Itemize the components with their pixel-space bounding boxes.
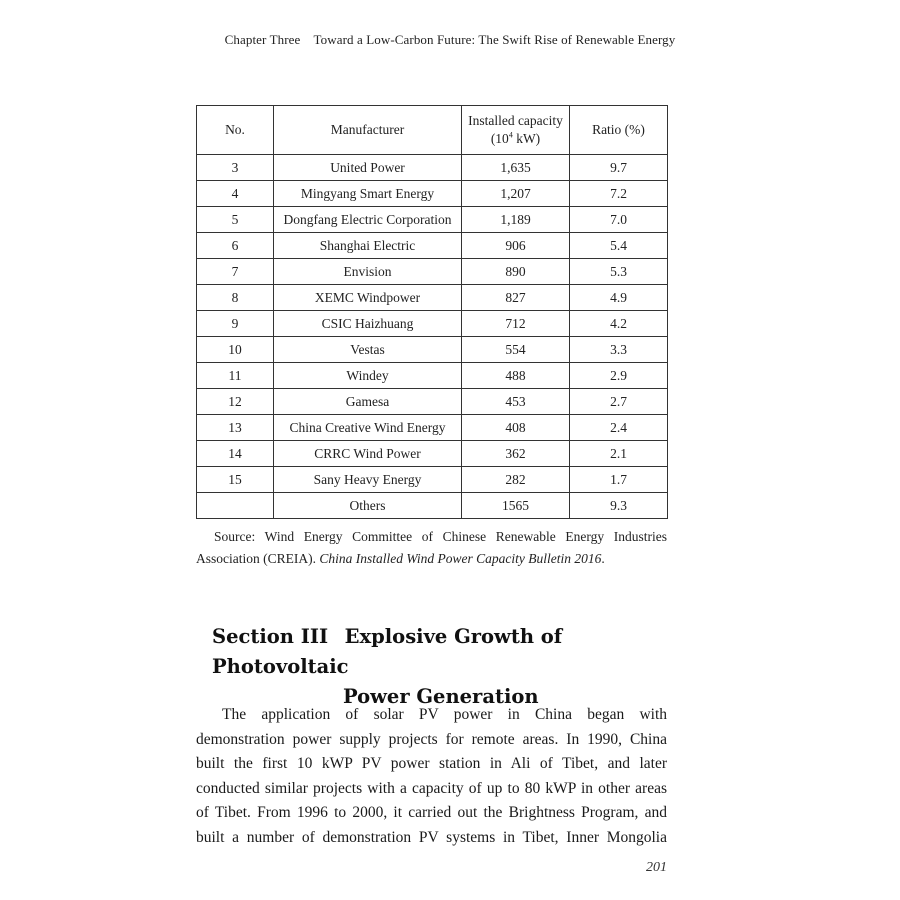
body-line: built the first 10 kWP PV power station in Ali of Tibet, and later [196, 755, 667, 772]
body-line: The application of solar PV power in China began with [222, 706, 667, 723]
cell-ratio: 1.7 [570, 467, 668, 493]
cell-ratio: 2.1 [570, 441, 668, 467]
cell-no: 11 [197, 363, 274, 389]
cell-no: 10 [197, 337, 274, 363]
running-head: Chapter Three Toward a Low-Carbon Future: The Swift Rise of Renewable Energy [224, 32, 676, 47]
cell-no: 12 [197, 389, 274, 415]
cell-manufacturer: Vestas [274, 337, 462, 363]
cell-capacity: 906 [462, 233, 570, 259]
source-line-2 [196, 548, 667, 570]
table-row [197, 441, 668, 467]
cell-capacity: 362 [462, 441, 570, 467]
cell-capacity: 1,635 [462, 155, 570, 181]
cell-ratio: 3.3 [570, 337, 668, 363]
table-row [197, 467, 668, 493]
cell-ratio: 2.7 [570, 389, 668, 415]
cell-no: 9 [197, 311, 274, 337]
section-heading-line-1: Section III Explosive Growth of Photovoltaic [212, 625, 563, 678]
cell-ratio: 5.4 [570, 233, 668, 259]
cell-manufacturer: Shanghai Electric [274, 233, 462, 259]
cell-no: 8 [197, 285, 274, 311]
cell-no [197, 493, 274, 519]
cell-manufacturer: CSIC Haizhuang [274, 311, 462, 337]
cell-ratio: 7.0 [570, 207, 668, 233]
cell-no: 4 [197, 181, 274, 207]
cell-capacity: 488 [462, 363, 570, 389]
body-line: demonstration power supply projects for remote areas. In 1990, China [196, 730, 667, 748]
table-header-row [197, 106, 668, 155]
header-no: No. [197, 106, 274, 155]
table-row [197, 285, 668, 311]
table-row [197, 493, 668, 519]
cell-ratio: 5.3 [570, 259, 668, 285]
body-paragraph [196, 703, 667, 850]
table-row [197, 233, 668, 259]
header-manufacturer: Manufacturer [274, 106, 462, 155]
table-row [197, 207, 668, 233]
header-ratio: Ratio (%) [570, 106, 668, 155]
table-source-note [196, 526, 667, 570]
source-end: . [601, 551, 605, 566]
source-line-1: Source: Wind Energy Committee of Chinese Renewable Energy Industries [214, 529, 667, 544]
cell-manufacturer: Sany Heavy Energy [274, 467, 462, 493]
cell-capacity: 1,189 [462, 207, 570, 233]
cell-capacity: 1,207 [462, 181, 570, 207]
cell-ratio: 9.7 [570, 155, 668, 181]
header-capacity [462, 106, 570, 155]
cell-manufacturer: CRRC Wind Power [274, 441, 462, 467]
cell-capacity: 890 [462, 259, 570, 285]
table-row [197, 363, 668, 389]
section-heading [196, 622, 667, 712]
source-org: Association (CREIA). [196, 551, 320, 566]
cell-manufacturer: Others [274, 493, 462, 519]
cell-manufacturer: Envision [274, 259, 462, 285]
body-line: built a number of demonstration PV systems in Tibet, Inner Mongolia [196, 828, 667, 846]
header-capacity-unit-exp: 4 [508, 130, 513, 140]
cell-capacity: 827 [462, 285, 570, 311]
body-line: conducted similar projects with a capacity of up to 80 kWP in other areas [196, 779, 667, 797]
cell-no: 13 [197, 415, 274, 441]
cell-ratio: 4.2 [570, 311, 668, 337]
cell-capacity: 408 [462, 415, 570, 441]
table-row [197, 337, 668, 363]
section-heading-line-2: Power Generation [343, 685, 539, 708]
header-capacity-unit-prefix: (10 [490, 131, 509, 146]
manufacturer-capacity-table-wrap [196, 105, 667, 519]
cell-ratio: 9.3 [570, 493, 668, 519]
manufacturer-capacity-table [196, 105, 668, 519]
cell-manufacturer: Gamesa [274, 389, 462, 415]
table-row [197, 415, 668, 441]
body-line: of Tibet. From 1996 to 2000, it carried out the Brightness Program, and [196, 804, 667, 821]
cell-manufacturer: United Power [274, 155, 462, 181]
cell-no: 14 [197, 441, 274, 467]
cell-capacity: 712 [462, 311, 570, 337]
cell-ratio: 7.2 [570, 181, 668, 207]
cell-ratio: 2.9 [570, 363, 668, 389]
header-capacity-label: Installed capacity [468, 113, 563, 128]
table-row [197, 389, 668, 415]
cell-no: 7 [197, 259, 274, 285]
page-number: 201 [646, 860, 667, 875]
table-row [197, 259, 668, 285]
cell-capacity: 282 [462, 467, 570, 493]
source-title: China Installed Wind Power Capacity Bulletin 2016 [319, 551, 602, 566]
cell-manufacturer: Mingyang Smart Energy [274, 181, 462, 207]
cell-manufacturer: Windey [274, 363, 462, 389]
cell-manufacturer: XEMC Windpower [274, 285, 462, 311]
table-row [197, 311, 668, 337]
cell-manufacturer: China Creative Wind Energy [274, 415, 462, 441]
cell-no: 3 [197, 155, 274, 181]
cell-capacity: 554 [462, 337, 570, 363]
cell-no: 15 [197, 467, 274, 493]
cell-capacity: 1565 [462, 493, 570, 519]
cell-capacity: 453 [462, 389, 570, 415]
cell-ratio: 4.9 [570, 285, 668, 311]
cell-no: 5 [197, 207, 274, 233]
cell-no: 6 [197, 233, 274, 259]
table-row [197, 181, 668, 207]
table-row [197, 155, 668, 181]
cell-ratio: 2.4 [570, 415, 668, 441]
cell-manufacturer: Dongfang Electric Corporation [274, 207, 462, 233]
header-capacity-unit-suffix: kW) [512, 131, 541, 146]
